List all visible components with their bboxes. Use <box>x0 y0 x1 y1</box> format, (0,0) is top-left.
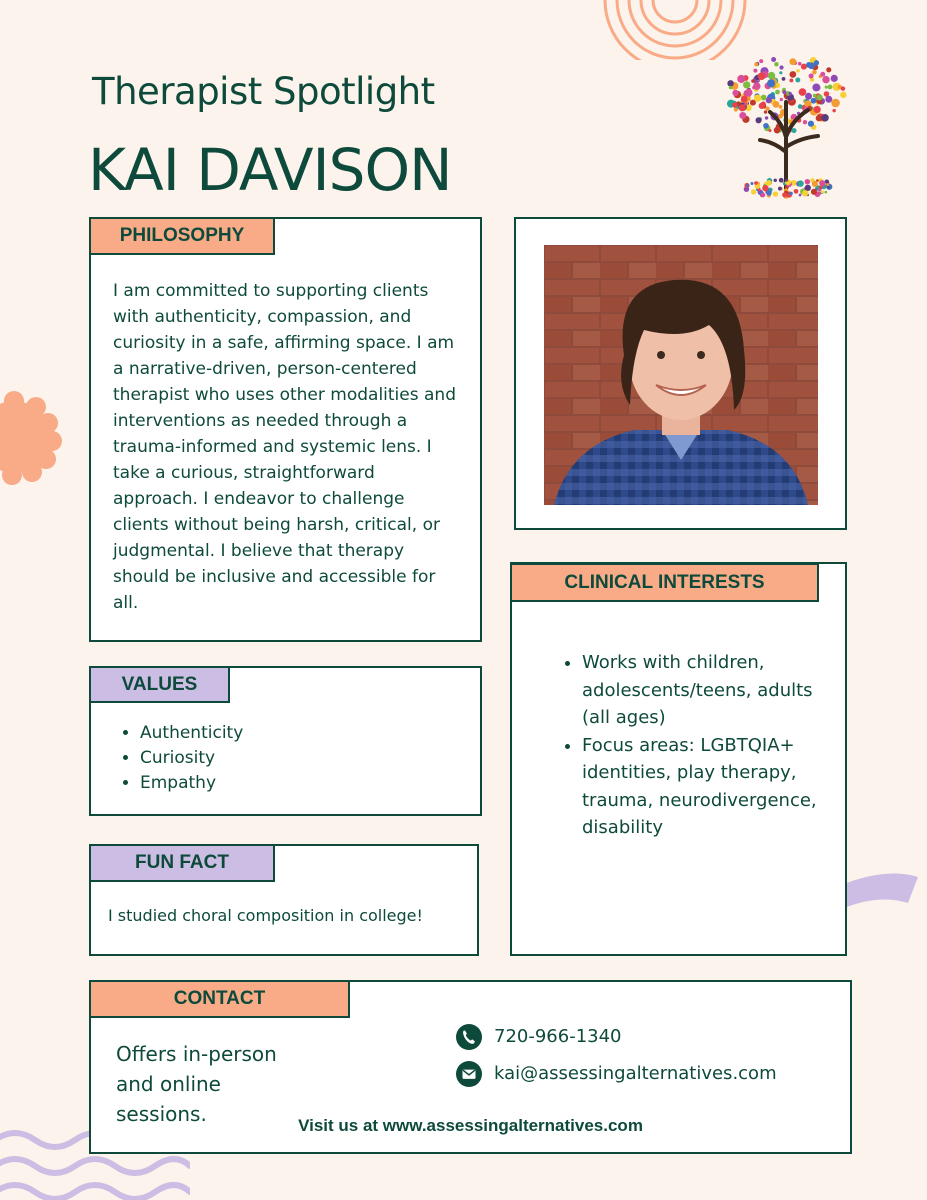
tree-leaf-dot <box>727 80 734 87</box>
tree-root-dot <box>826 183 829 186</box>
tree-root-dot <box>799 194 802 197</box>
tree-root-dot <box>819 180 825 186</box>
tree-leaf-dot <box>780 98 783 101</box>
tree-leaf-dot <box>751 79 755 83</box>
tree-leaf-dot <box>811 98 817 104</box>
tree-leaf-dot <box>831 75 838 82</box>
tree-root-dot <box>766 190 772 196</box>
philosophy-text: I am committed to supporting clients with authenticity, compassion, and curiosity in a safe, affirming space. I am a narrative-driven, person-centered therapist who uses other modalities and interventions as needed through a trauma-informed and systemic lens. I take a curious, straightforward approach. I endeavor to challenge clients without being harsh, critical, or judgmental. I believe that therapy should be inclusive and accessible for all. <box>113 281 456 613</box>
list-item: • Works with children, adolescents/teens, adults (all ages) <box>582 649 832 732</box>
therapist-name: KAI DAVISON <box>88 136 452 204</box>
tree-leaf-dot <box>798 62 802 66</box>
tree-leaf-dot <box>732 102 737 107</box>
tree-root-dot <box>827 186 829 188</box>
tree-root-dot <box>812 181 818 187</box>
tree-leaf-dot <box>828 84 833 89</box>
tree-root-dot <box>751 189 756 194</box>
tree-leaf-dot <box>753 82 761 90</box>
tree-leaf-dot <box>812 70 817 75</box>
tree-leaf-dot <box>813 94 817 98</box>
tree-leaf-dot <box>789 71 796 78</box>
tree-root-dot <box>779 178 784 183</box>
tree-leaf-dot <box>756 117 762 123</box>
tree-leaf-dot <box>729 86 733 90</box>
tree-leaf-dot <box>765 106 769 110</box>
fun-fact-text: I studied choral composition in college! <box>108 906 423 925</box>
tree-leaf-dot <box>774 62 779 67</box>
contact-label: CONTACT <box>89 980 350 1018</box>
tree-leaf-dot <box>782 90 786 94</box>
tree-leaf-dot <box>766 97 772 103</box>
tree-leaf-dot <box>816 115 822 121</box>
tree-root-dot <box>805 185 811 191</box>
tree-leaf-dot <box>831 99 840 108</box>
tree-root-dot <box>785 179 788 182</box>
tree-leaf-dot <box>774 127 781 134</box>
tree-leaf-dot <box>820 72 825 77</box>
tree-root-dot <box>774 179 777 182</box>
values-list <box>118 721 440 796</box>
tree-root-dot <box>824 191 827 194</box>
tree-leaf-dot <box>805 93 812 100</box>
tree-leaf-dot <box>779 105 783 109</box>
tree-root-dot <box>825 180 829 184</box>
tree-root-dot <box>766 180 772 186</box>
scalloped-circle-decoration <box>0 385 70 490</box>
philosophy-card <box>89 217 482 642</box>
tree-root-dot <box>754 181 758 185</box>
page-subtitle: Therapist Spotlight <box>92 70 435 113</box>
tree-leaf-dot <box>840 92 846 98</box>
sessions-text: Offers in-person and online sessions. <box>116 1042 277 1126</box>
list-item: • Empathy <box>140 771 440 796</box>
tree-logo <box>722 42 857 202</box>
tree-leaf-dot <box>814 106 821 113</box>
visit-link[interactable]: Visit us at www.assessingalternatives.com <box>298 1116 643 1135</box>
tree-leaf-dot <box>822 76 829 83</box>
tree-leaf-dot <box>768 129 771 132</box>
tree-root-dot <box>802 190 808 196</box>
tree-leaf-dot <box>808 121 814 127</box>
tree-root-dot <box>797 180 803 186</box>
tree-leaf-dot <box>771 57 776 62</box>
tree-leaf-dot <box>767 79 775 87</box>
email-row[interactable] <box>456 1061 777 1087</box>
clinical-interests-card <box>510 562 847 956</box>
tree-leaf-dot <box>809 73 814 78</box>
tree-leaf-dot <box>791 128 796 133</box>
tree-leaf-dot <box>825 86 828 89</box>
tree-leaf-dot <box>789 58 796 65</box>
tree-leaf-dot <box>779 65 783 69</box>
therapist-photo <box>544 245 818 505</box>
tree-root-dot <box>746 184 749 187</box>
tree-leaf-dot <box>758 72 766 80</box>
tree-leaf-dot <box>754 62 758 66</box>
tree-root-dot <box>805 179 810 184</box>
tree-leaf-dot <box>801 64 807 70</box>
tree-leaf-dot <box>744 102 747 105</box>
tree-leaf-dot <box>779 71 782 74</box>
tree-leaf-dot <box>816 94 822 100</box>
tree-leaf-dot <box>739 112 746 119</box>
tree-leaf-dot <box>737 75 745 83</box>
tree-leaf-dot <box>768 72 775 79</box>
tree-root-dot <box>782 192 787 197</box>
tree-leaf-dot <box>759 103 765 109</box>
photo-card <box>514 217 847 530</box>
tree-leaf-dot <box>795 77 800 82</box>
tree-root-dot <box>794 189 799 194</box>
list-item: • Curiosity <box>140 746 440 771</box>
tree-leaf-dot <box>773 101 780 108</box>
tree-leaf-dot <box>745 89 752 96</box>
tree-leaf-dot <box>753 69 757 73</box>
tree-leaf-dot <box>788 92 792 96</box>
tree-leaf-dot <box>841 86 845 90</box>
tree-leaf-dot <box>798 104 803 109</box>
tree-leaf-dot <box>764 110 767 113</box>
clinical-interests-label: CLINICAL INTERESTS <box>510 563 819 602</box>
tree-leaf-dot <box>832 109 835 112</box>
tree-leaf-dot <box>754 94 761 101</box>
tree-leaf-dot <box>799 88 807 96</box>
list-item: • Focus areas: LGBTQIA+ identities, play therapy, trauma, neurodivergence, disability <box>582 732 832 842</box>
tree-leaf-dot <box>796 69 799 72</box>
email-address[interactable]: kai@assessingalternatives.com <box>494 1063 777 1084</box>
tree-leaf-dot <box>789 78 793 82</box>
tree-root-dot <box>821 191 824 194</box>
philosophy-label: PHILOSOPHY <box>89 217 275 255</box>
email-icon <box>456 1061 482 1087</box>
tree-root-dot <box>750 182 753 185</box>
tree-leaf-dot <box>825 96 832 103</box>
tree-leaf-dot <box>826 67 831 72</box>
list-item: • Authenticity <box>140 721 440 746</box>
tree-root-dot <box>761 193 766 198</box>
tree-leaf-dot <box>803 120 807 124</box>
phone-number[interactable]: 720-966-1340 <box>494 1026 622 1047</box>
tree-leaf-dot <box>775 90 780 95</box>
phone-icon <box>456 1024 482 1050</box>
tree-leaf-dot <box>743 81 750 88</box>
tree-leaf-dot <box>732 90 738 96</box>
tree-leaf-dot <box>741 96 748 103</box>
tree-leaf-dot <box>782 77 786 81</box>
phone-row[interactable] <box>456 1024 622 1050</box>
tree-leaf-dot <box>734 108 738 112</box>
tree-leaf-dot <box>814 60 819 65</box>
tree-leaf-dot <box>763 123 769 129</box>
tree-leaf-dot <box>761 95 767 101</box>
tree-root-dot <box>789 192 792 195</box>
tree-leaf-dot <box>821 114 829 122</box>
tree-leaf-dot <box>759 59 763 63</box>
tree-leaf-dot <box>812 83 820 91</box>
tree-root-dot <box>762 185 768 191</box>
tree-root-dot <box>778 187 782 191</box>
tree-leaf-dot <box>739 104 746 111</box>
clinical-interests-list <box>560 649 832 842</box>
tree-leaf-dot <box>765 116 768 119</box>
values-label: VALUES <box>89 666 230 703</box>
fun-fact-label: FUN FACT <box>89 844 275 882</box>
tree-root-dot <box>811 189 817 195</box>
tree-root-dot <box>773 191 778 196</box>
tree-leaf-dot <box>778 114 783 119</box>
